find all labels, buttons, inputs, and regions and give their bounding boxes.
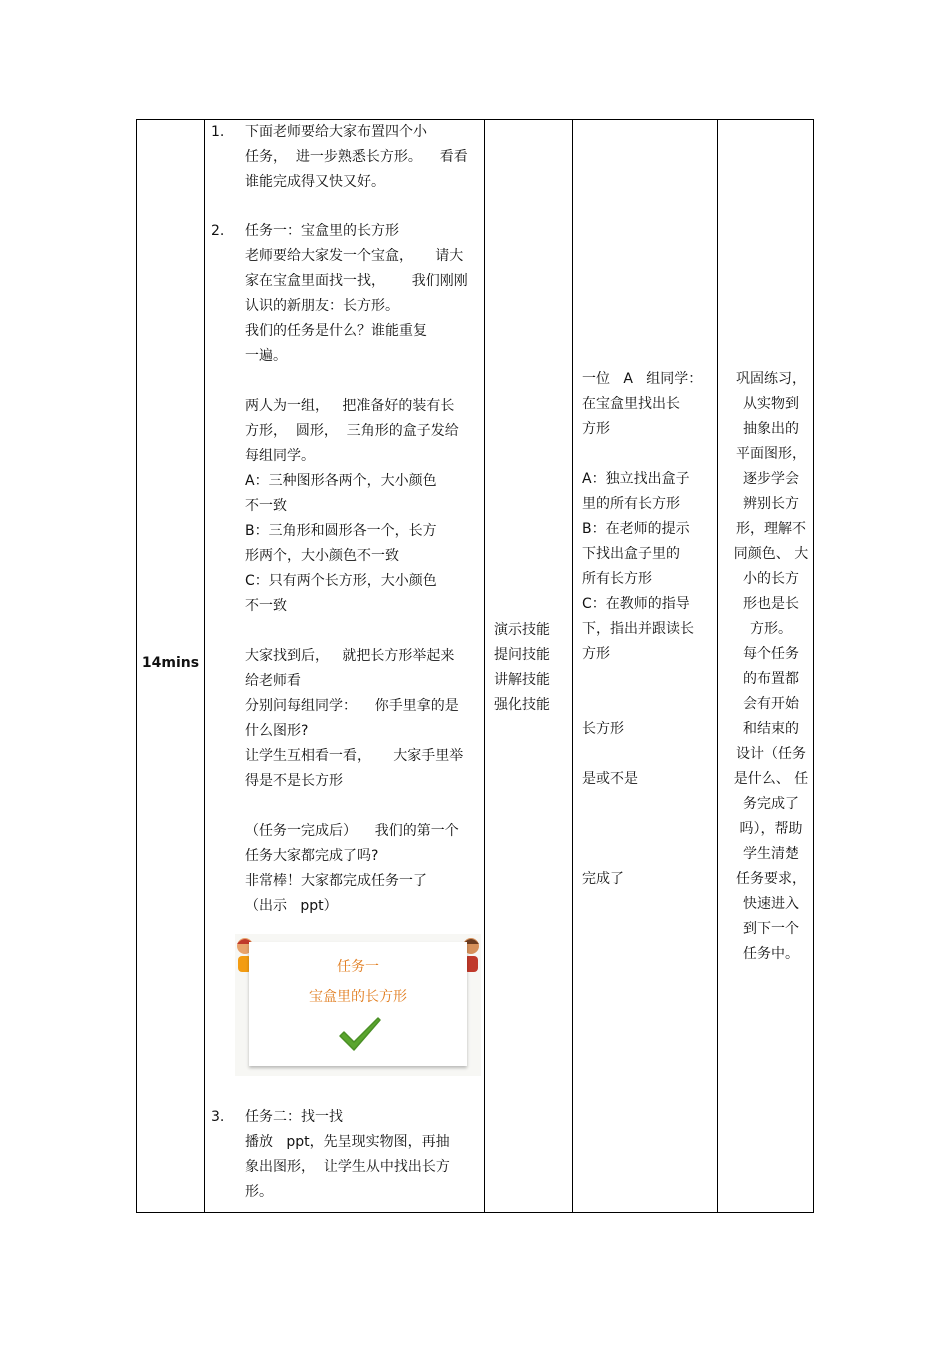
procedure-line: 得是不是长方形 [245, 773, 343, 789]
intent-line: 形，理解不 [736, 521, 806, 537]
intent-line: 和结束的 [743, 721, 799, 737]
student-line: 长方形 [582, 721, 624, 737]
intent-line: 抽象出的 [743, 421, 799, 437]
skill-label: 演示技能 [494, 622, 550, 638]
procedure-line: 老师要给大家发一个宝盒， 请大 [245, 248, 464, 264]
item-number: 3. [211, 1109, 225, 1125]
item-number: 2. [211, 223, 225, 239]
slide-card [249, 942, 467, 1066]
design-intent [724, 367, 818, 967]
item-number: 1. [211, 124, 225, 140]
procedure-line: B：三角形和圆形各一个，长方 [245, 523, 437, 539]
procedure-line: 给老师看 [245, 673, 301, 689]
procedure-line: 形两个，大小颜色不一致 [245, 548, 399, 564]
student-line [582, 792, 707, 817]
procedure-line: 谁能完成得又快又好。 [245, 174, 385, 190]
student-activity [582, 367, 707, 892]
student-line: 一位 A 组同学： [582, 371, 703, 387]
procedure-line: 两人为一组， 把准备好的装有长 [245, 398, 455, 414]
student-line: 方形 [582, 646, 610, 662]
intent-line: 每个任务 [743, 646, 799, 662]
student-line: 是或不是 [582, 771, 638, 787]
intent-line: 务完成了 [743, 796, 799, 812]
intent-line: 设计（任务 [736, 746, 806, 762]
intent-line: 学生清楚 [743, 846, 799, 862]
procedure-item-3 [245, 1105, 473, 1205]
procedure-line: 家在宝盒里面找一找， 我们刚刚 [245, 273, 468, 289]
intent-line: 任务要求， [736, 871, 806, 887]
check-icon [338, 1016, 382, 1056]
slide-title: 任务一 [337, 959, 379, 975]
student-line [582, 817, 707, 842]
student-line [582, 442, 707, 467]
student-line: B：在老师的提示 [582, 521, 690, 537]
student-line: 完成了 [582, 871, 624, 887]
procedure-line [245, 794, 473, 819]
procedure-line: （出示 ppt） [245, 898, 338, 914]
time-cell: 14mins [141, 655, 200, 671]
procedure-line: 每组同学。 [245, 448, 315, 464]
procedure-item-2 [245, 219, 473, 919]
procedure-line: 认识的新朋友：长方形。 [245, 298, 399, 314]
lesson-plan-table [136, 119, 814, 1213]
procedure-line: C：只有两个长方形，大小颜色 [245, 573, 437, 589]
student-line: A：独立找出盒子 [582, 471, 690, 487]
intent-line: 小的长方 [743, 571, 799, 587]
student-line: 所有长方形 [582, 571, 652, 587]
procedure-line: （任务一完成后） 我们的第一个 [245, 823, 459, 839]
procedure-line [245, 619, 473, 644]
procedure-line: 任务大家都完成了吗? [245, 848, 379, 864]
procedure-line: 一遍。 [245, 348, 287, 364]
intent-line: 的布置都 [743, 671, 799, 687]
intent-line: 逐步学会 [743, 471, 799, 487]
procedure-line: 不一致 [245, 498, 287, 514]
procedure-line [245, 369, 473, 394]
intent-line: 是什么、 任 [733, 771, 809, 787]
student-line: 下，指出并跟读长 [582, 621, 694, 637]
intent-line: 巩固练习， [736, 371, 806, 387]
ppt-slide-image [235, 934, 481, 1076]
student-line [582, 692, 707, 717]
intent-line: 方形。 [750, 621, 792, 637]
procedure-line: 让学生互相看一看， 大家手里举 [245, 748, 464, 764]
student-line [582, 742, 707, 767]
procedure-line: 任务， 进一步熟悉长方形。 看看 [245, 149, 468, 165]
procedure-line: 大家找到后， 就把长方形举起来 [245, 648, 455, 664]
skill-label: 强化技能 [494, 697, 550, 713]
column-divider [717, 120, 718, 1212]
student-line: C：在教师的指导 [582, 596, 690, 612]
intent-line: 辨别长方 [743, 496, 799, 512]
procedure-line: 象出图形， 让学生从中找出长方 [245, 1159, 450, 1175]
intent-line: 同颜色、 大 [733, 546, 809, 562]
teaching-skills [494, 618, 574, 718]
procedure-line: A：三种图形各两个，大小颜色 [245, 473, 437, 489]
intent-line: 从实物到 [743, 396, 799, 412]
column-divider [204, 120, 205, 1212]
column-divider [484, 120, 485, 1212]
procedure-line: 非常棒！大家都完成任务一了 [245, 873, 427, 889]
skill-label: 提问技能 [494, 647, 550, 663]
procedure-line: 任务二：找一找 [245, 1109, 343, 1125]
student-line: 里的所有长方形 [582, 496, 680, 512]
procedure-line: 分别问每组同学： 你手里拿的是 [245, 698, 459, 714]
intent-line: 会有开始 [743, 696, 799, 712]
skill-label: 讲解技能 [494, 672, 550, 688]
intent-line: 吗），帮助 [739, 821, 803, 837]
slide-subtitle: 宝盒里的长方形 [309, 989, 407, 1005]
student-line [582, 842, 707, 867]
intent-line: 平面图形， [736, 446, 806, 462]
student-line: 下找出盒子里的 [582, 546, 680, 562]
student-line [582, 667, 707, 692]
procedure-line: 我们的任务是什么？谁能重复 [245, 323, 427, 339]
procedure-line: 下面老师要给大家布置四个小 [245, 124, 427, 140]
student-line: 在宝盒里找出长 [582, 396, 680, 412]
intent-line: 形也是长 [743, 596, 799, 612]
procedure-line: 方形， 圆形， 三角形的盒子发给 [245, 423, 459, 439]
intent-line: 任务中。 [743, 946, 799, 962]
procedure-line: 不一致 [245, 598, 287, 614]
procedure-line: 形。 [245, 1184, 273, 1200]
intent-line: 快速进入 [743, 896, 799, 912]
procedure-line: 什么图形? [245, 723, 309, 739]
procedure-line: 播放 ppt，先呈现实物图，再抽 [245, 1134, 450, 1150]
intent-line: 到下一个 [743, 921, 799, 937]
student-line: 方形 [582, 421, 610, 437]
procedure-line: 任务一：宝盒里的长方形 [245, 223, 399, 239]
procedure-item-1 [245, 120, 473, 195]
